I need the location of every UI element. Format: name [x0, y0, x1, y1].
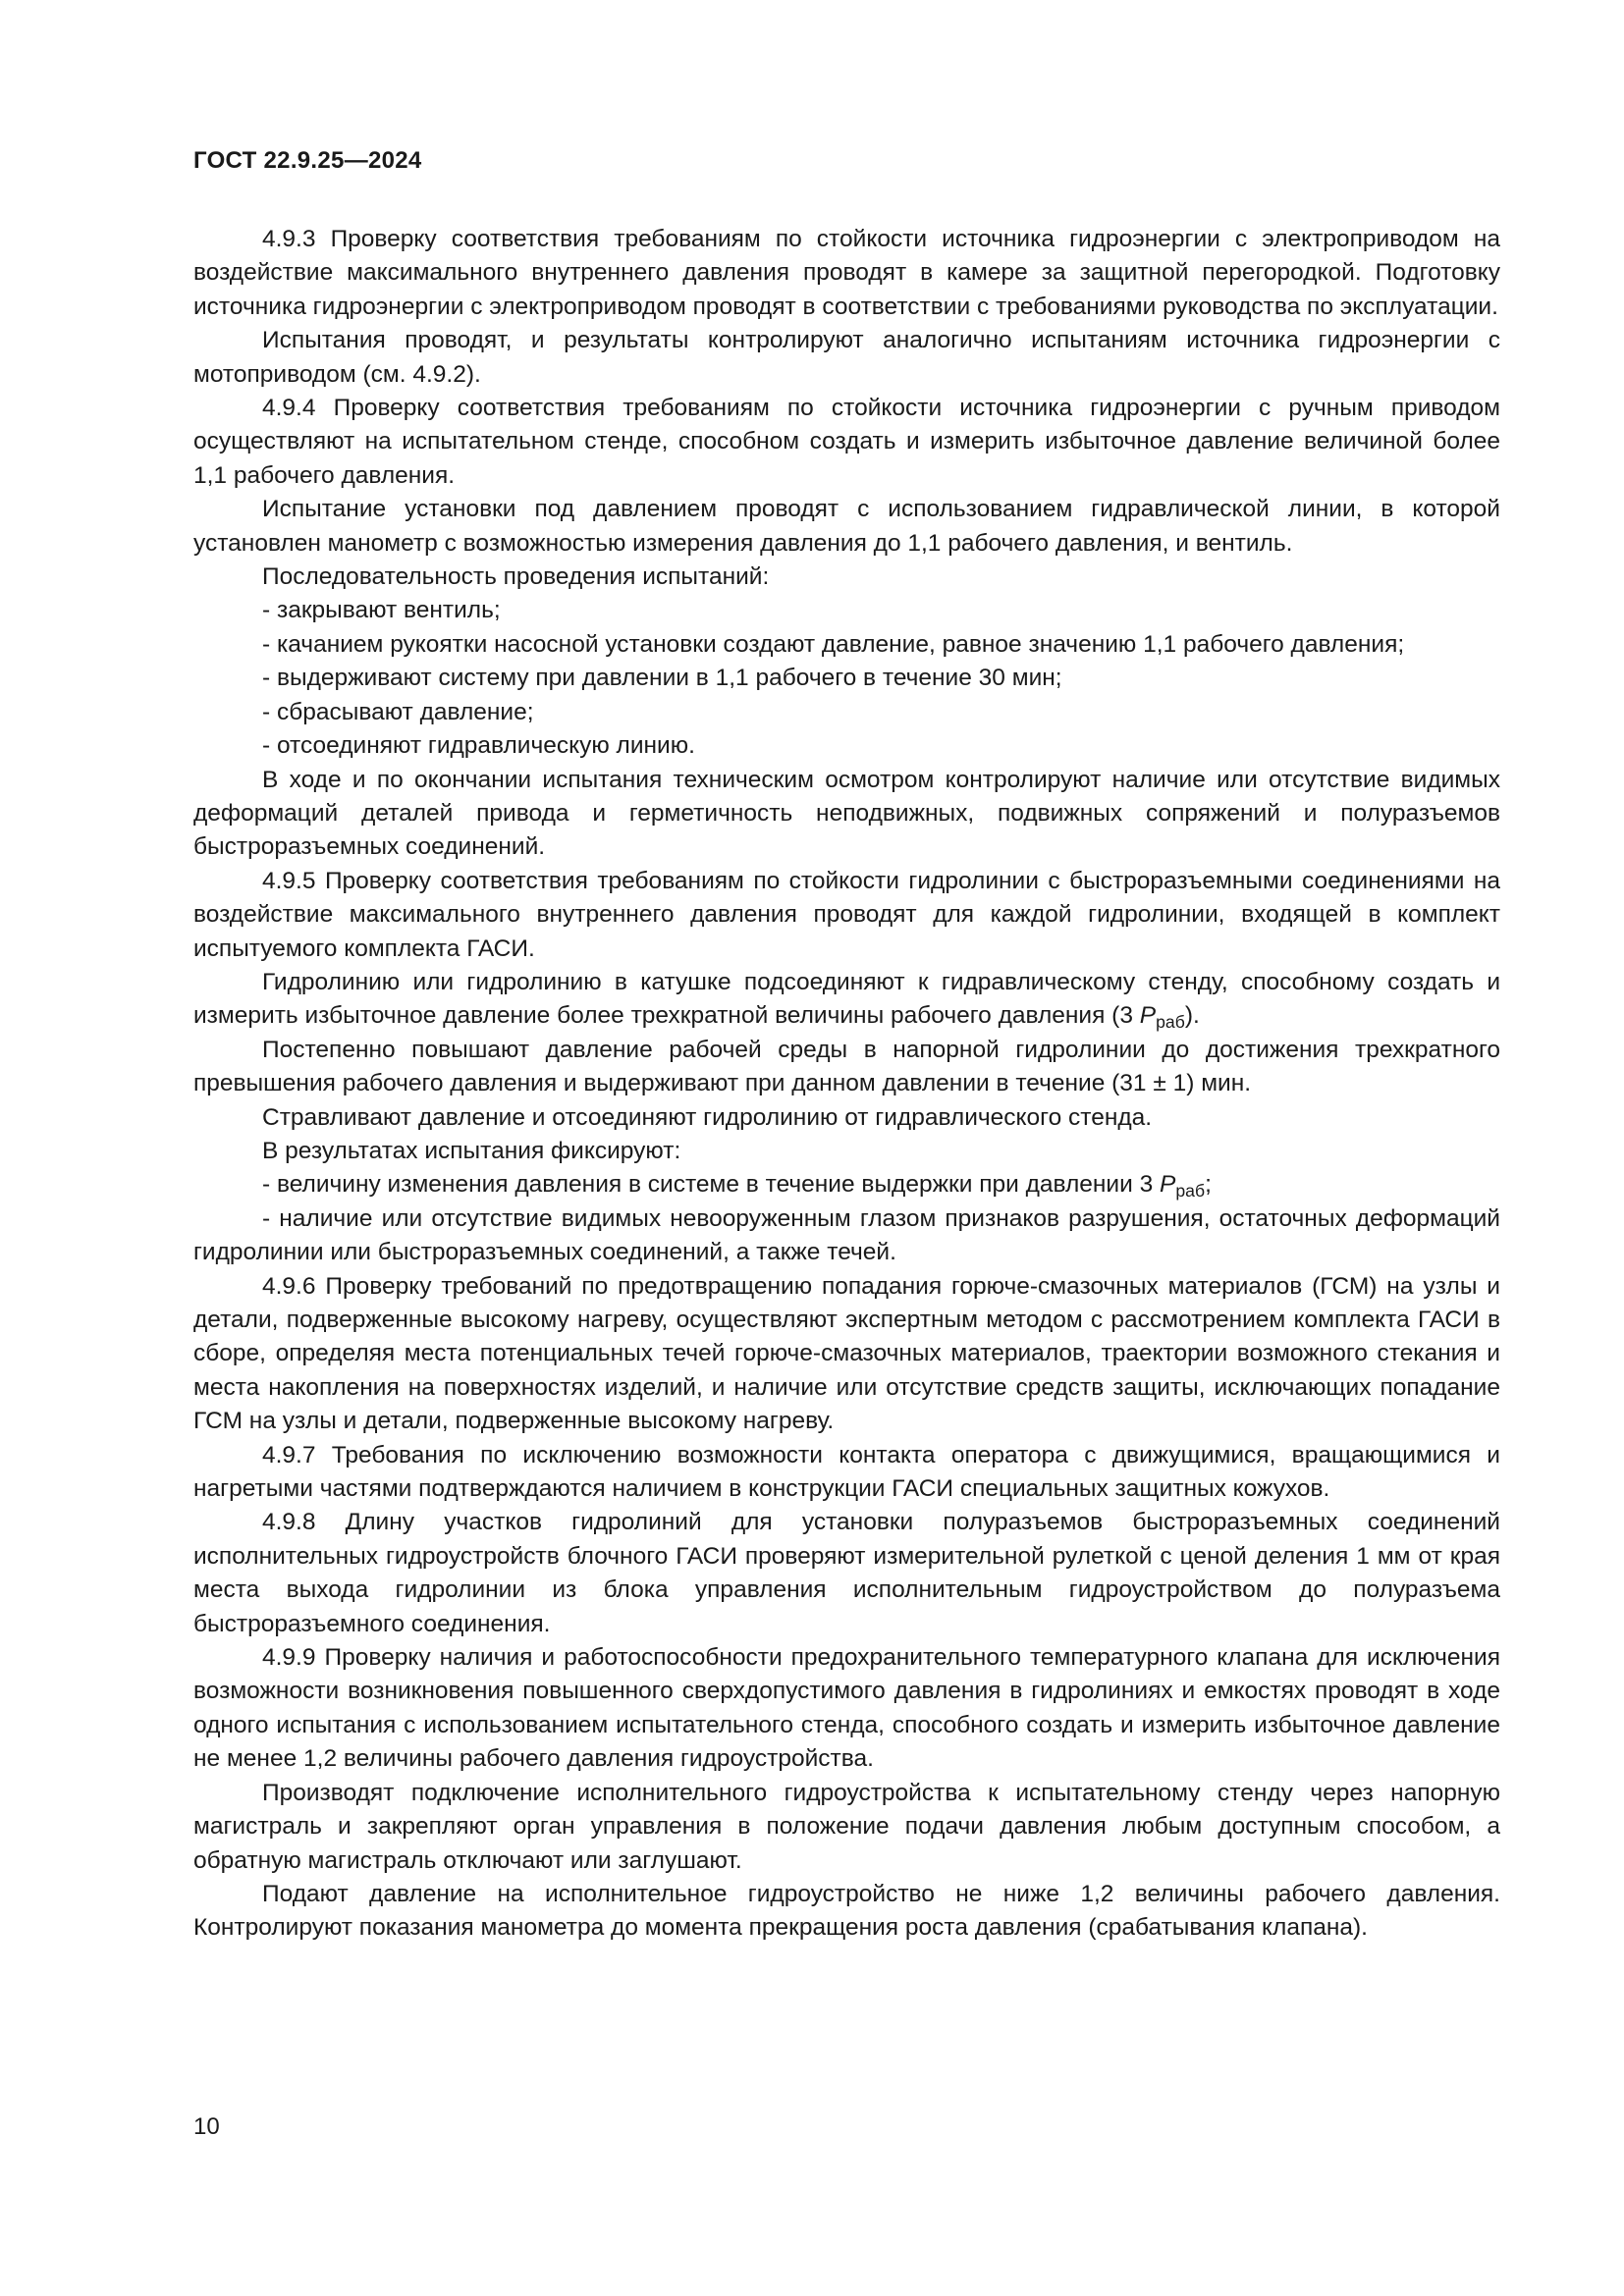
- paragraph-with-formula: [193, 966, 1500, 1034]
- pressure-subscript: раб: [1175, 1181, 1206, 1201]
- list-item: - закрывают вентиль;: [262, 597, 501, 624]
- page-header-title: ГОСТ 22.9.25—2024: [193, 147, 422, 174]
- formula-semicolon: ;: [1205, 1171, 1212, 1199]
- list-item: - качанием рукоятки насосной установки создают давление, равное значению 1,1 рабочего давления;: [262, 630, 1405, 658]
- paragraph-4-9-7: 4.9.7 Требования по исключению возможности контакта оператора с движущимися, вращающимися и нагретыми частями подтверждаются наличием в конструкции ГАСИ специальных защитных кожухов.: [193, 1441, 1500, 1503]
- paragraph-4-9-4: 4.9.4 Проверку соответствия требованиям по стойкости источника гидроэнергии с ручным приводом осуществляют на испытательном стенде, способном создать и измерить избыточное давление величиной более 1,1 рабочего давления.: [193, 395, 1500, 489]
- paragraph-4-9-8: 4.9.8 Длину участков гидролиний для установки полуразъемов быстроразъемных соединений исполнительных гидроустройств блочного ГАСИ проверяют измерительной рулеткой с ценой деления 1 мм от края места выхода гидролинии из блока управления исполнительным гидроустройством до полуразъема быстроразъемного соединения.: [193, 1509, 1500, 1637]
- paragraph: Испытание установки под давлением проводят с использованием гидравлической линии, в которой установлен манометр с возможностью измерения давления до 1,1 рабочего давления, и вентиль.: [193, 496, 1500, 557]
- list-item: - выдерживают систему при давлении в 1,1 рабочего в течение 30 мин;: [262, 665, 1062, 692]
- paragraph: Производят подключение исполнительного гидроустройства к испытательному стенду через напорную магистраль и закрепляют орган управления в положение подачи давления любым доступным способом, а обратную магистраль отключают или заглушают.: [193, 1779, 1500, 1874]
- list-item: - сбрасывают давление;: [262, 698, 534, 725]
- paragraph: Постепенно повышают давление рабочей среды в напорной гидролинии до достижения трехкратного превышения рабочего давления и выдерживают при данном давлении в течение (31 ± 1) мин.: [193, 1036, 1500, 1097]
- paragraph-4-9-6: 4.9.6 Проверку требований по предотвращению попадания горюче-смазочных материалов (ГСМ) на узлы и детали, подверженные высокому нагреву, осуществляют экспертным методом с рассмотрением комплекта ГАСИ в сборе, определяя места потенциальных течей горюче-смазочных материалов, траектории возможного стекания и места накопления на поверхностях изделий, и наличие или отсутствие средств защиты, исключающих попадание ГСМ на узлы и детали, подверженные высокому нагреву.: [193, 1272, 1500, 1435]
- paragraph: В ходе и по окончании испытания техническим осмотром контролируют наличие или отсутствие видимых деформаций деталей привода и герметичность неподвижных, подвижных сопряжений и полуразъемов быстроразъемных соединений.: [193, 766, 1500, 861]
- list-item: - наличие или отсутствие видимых невооруженным глазом признаков разрушения, остаточных деформаций гидролинии или быстроразъемных соединений, а также течей.: [193, 1204, 1500, 1266]
- pressure-symbol: P: [1139, 1002, 1157, 1030]
- document-body: [193, 223, 1500, 1946]
- paragraph-4-9-5: 4.9.5 Проверку соответствия требованиям по стойкости гидролинии с быстроразъемными соединениями на воздействие максимального внутреннего давления проводят для каждой гидролинии, входящей в комплект испытуемого комплекта ГАСИ.: [193, 867, 1500, 962]
- paragraph: Последовательность проведения испытаний:: [262, 563, 770, 591]
- formula-close: ).: [1184, 1002, 1200, 1030]
- paragraph: Стравливают давление и отсоединяют гидролинию от гидравлического стенда.: [262, 1103, 1153, 1131]
- pressure-symbol: P: [1160, 1171, 1176, 1199]
- list-item: - отсоединяют гидравлическую линию.: [262, 732, 695, 760]
- list-item-text: - величину изменения давления в системе в течение выдержки при давлении 3: [262, 1171, 1161, 1199]
- pressure-subscript: раб: [1156, 1012, 1185, 1033]
- paragraph-text: Гидролинию или гидролинию в катушке подсоединяют к гидравлическому стенду, способному создать и измерить избыточное давление более трехкратной величины рабочего давления (3: [193, 968, 1500, 1030]
- paragraph: В результатах испытания фиксируют:: [262, 1137, 681, 1164]
- page-number: 10: [193, 2113, 220, 2140]
- paragraph-4-9-9: 4.9.9 Проверку наличия и работоспособности предохранительного температурного клапана для исключения возможности возникновения повышенного сверхдопустимого давления в гидролиниях и емкостях проводят в ходе одного испытания с использованием испытательного стенда, способного создать и измерить избыточное давление не менее 1,2 величины рабочего давления гидроустройства.: [193, 1644, 1500, 1773]
- list-item-with-formula: [193, 1168, 1500, 1201]
- paragraph: Подают давление на исполнительное гидроустройство не ниже 1,2 величины рабочего давления. Контролируют показания манометра до момента прекращения роста давления (срабатывания клапана).: [193, 1880, 1500, 1942]
- paragraph: Испытания проводят, и результаты контролируют аналогично испытаниям источника гидроэнергии с мотоприводом (см. 4.9.2).: [193, 327, 1500, 388]
- paragraph-4-9-3: 4.9.3 Проверку соответствия требованиям по стойкости источника гидроэнергии с электроприводом на воздействие максимального внутреннего давления проводят в камере за защитной перегородкой. Подготовку источника гидроэнергии с электроприводом проводят в соответствии с требованиями руководства по эксплуатации.: [193, 226, 1500, 320]
